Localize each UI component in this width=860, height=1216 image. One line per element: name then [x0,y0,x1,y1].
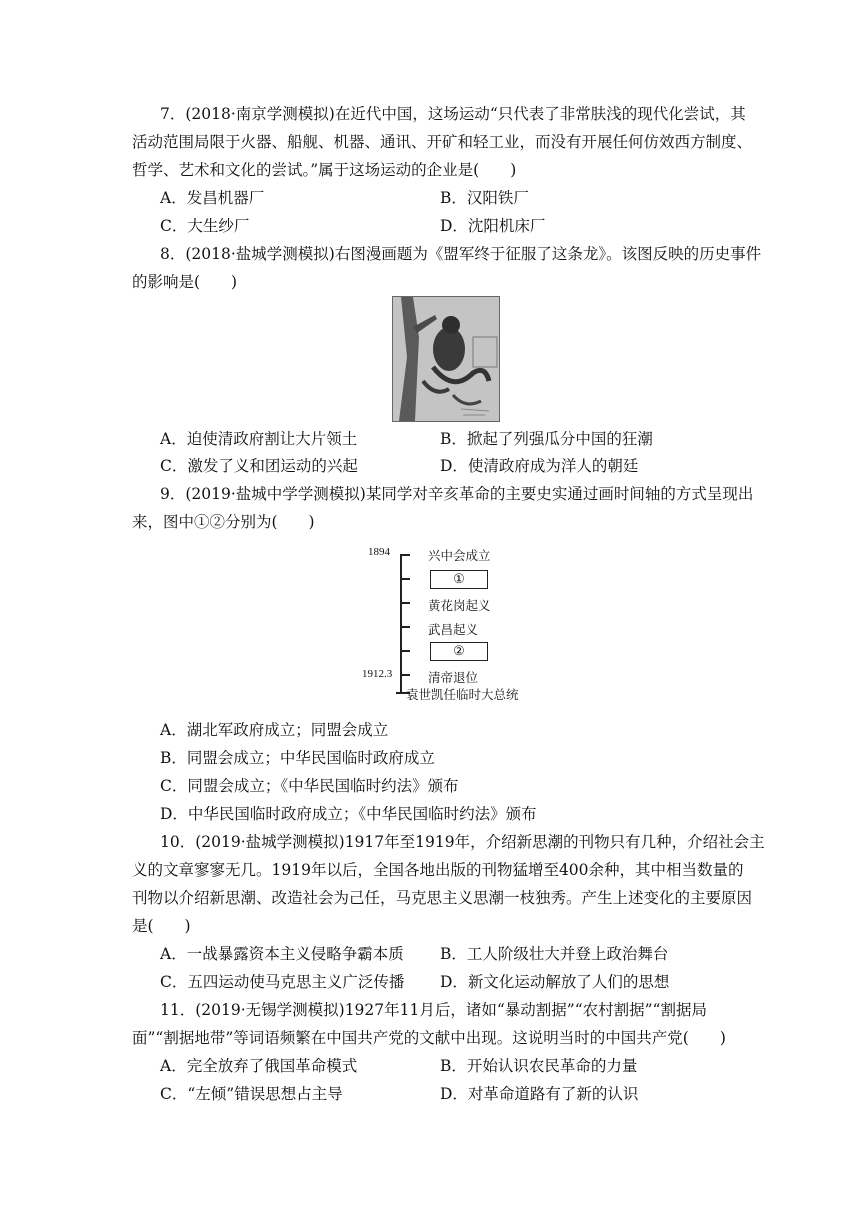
timeline-year-start: 1894 [368,546,390,558]
timeline-event-6: 清帝退位 [428,670,479,685]
q7-option-b[interactable]: B．汉阳铁厂 [440,189,529,207]
q10-stem-line-1: 10．(2019·盐城学测模拟)1917年至1919年，介绍新思潮的刊物只有几种，介绍社会主 [160,833,765,851]
q9-option-a[interactable]: A．湖北军政府成立；同盟会成立 [160,721,389,739]
timeline-year-end: 1912.3 [362,668,393,680]
q8-option-a[interactable]: A．迫使清政府割让大片领土 [160,430,358,448]
timeline-axis [400,554,402,694]
q7-option-a[interactable]: A．发昌机器厂 [160,189,265,207]
q11-stem-line-2: 面”“割据地带”等词语频繁在中国共产党的文献中出现。这说明当时的中国共产党( ) [132,1029,726,1047]
q7-stem-line-1: 7．(2018·南京学测模拟)在近代中国，这场运动“只代表了非常肤浅的现代化尝试，其 [160,105,746,123]
q9-option-d[interactable]: D．中华民国临时政府成立；《中华民国临时约法》颁布 [160,805,537,823]
timeline-tick [400,554,410,556]
timeline-blank-1: ① [430,570,488,589]
q9-option-b[interactable]: B．同盟会成立；中华民国临时政府成立 [160,749,435,767]
q10-stem-line-2: 义的文章寥寥无几。1919年以后，全国各地出版的刊物猛增至400余种，其中相当数量的 [132,861,744,879]
q10-option-c[interactable]: C．五四运动使马克思主义广泛传播 [160,973,405,991]
q11-stem-line-1: 11．(2019·无锡学测模拟)1927年11月后，诸如“暴动割据”“农村割据”“割据局 [160,1001,707,1019]
timeline-tick [400,674,410,676]
q9-stem-line-1: 9．(2019·盐城中学学测模拟)某同学对辛亥革命的主要史实通过画时间轴的方式呈现出 [160,485,754,503]
q7-stem-line-2: 活动范围局限于火器、船舰、机器、通讯、开矿和轻工业，而没有开展任何仿效西方制度、 [132,133,753,151]
timeline-event-7: 袁世凯任临时大总统 [406,687,519,702]
timeline-blank-2: ② [430,642,488,661]
q7-option-d[interactable]: D．沈阳机床厂 [440,217,546,235]
q10-option-b[interactable]: B．工人阶级壮大并登上政治舞台 [440,945,669,963]
q8-option-c[interactable]: C．激发了义和团运动的兴起 [160,457,358,475]
q9-stem-line-2: 来，图中①②分别为( ) [132,513,315,531]
q7-option-c[interactable]: C．大生纱厂 [160,217,250,235]
timeline-event-3: 黄花岗起义 [428,598,491,613]
dragon-cartoon-icon [392,296,500,422]
q11-option-c[interactable]: C．“左倾”错误思想占主导 [160,1085,343,1103]
q7-stem-line-3: 哲学、艺术和文化的尝试。”属于这场运动的企业是( ) [132,161,517,179]
timeline-event-4: 武昌起义 [428,622,479,637]
q10-stem-line-3: 刊物以介绍新思潮、改造社会为己任，马克思主义思潮一枝独秀。产生上述变化的主要原因 [132,889,753,907]
q9-option-c[interactable]: C．同盟会成立；《中华民国临时约法》颁布 [160,777,459,795]
q10-option-a[interactable]: A．一战暴露资本主义侵略争霸本质 [160,945,404,963]
q8-stem-line-2: 的影响是( ) [132,273,238,291]
timeline-tick [400,626,410,628]
q8-option-d[interactable]: D．使清政府成为洋人的朝廷 [440,457,639,475]
timeline-tick [400,650,410,652]
timeline-tick [400,602,410,604]
q11-option-d[interactable]: D．对革命道路有了新的认识 [440,1085,639,1103]
timeline-event-1: 兴中会成立 [428,548,491,563]
q11-option-a[interactable]: A．完全放弃了俄国革命模式 [160,1057,358,1075]
q8-option-b[interactable]: B．掀起了列强瓜分中国的狂潮 [440,430,653,448]
timeline-tick [400,578,410,580]
q8-stem-line-1: 8．(2018·盐城学测模拟)右图漫画题为《盟军终于征服了这条龙》。该图反映的历史事件 [160,245,762,263]
q10-stem-line-4: 是( ) [132,917,191,935]
q11-option-b[interactable]: B．开始认识农民革命的力量 [440,1057,638,1075]
revolution-timeline [360,544,520,704]
q10-option-d[interactable]: D．新文化运动解放了人们的思想 [440,973,670,991]
